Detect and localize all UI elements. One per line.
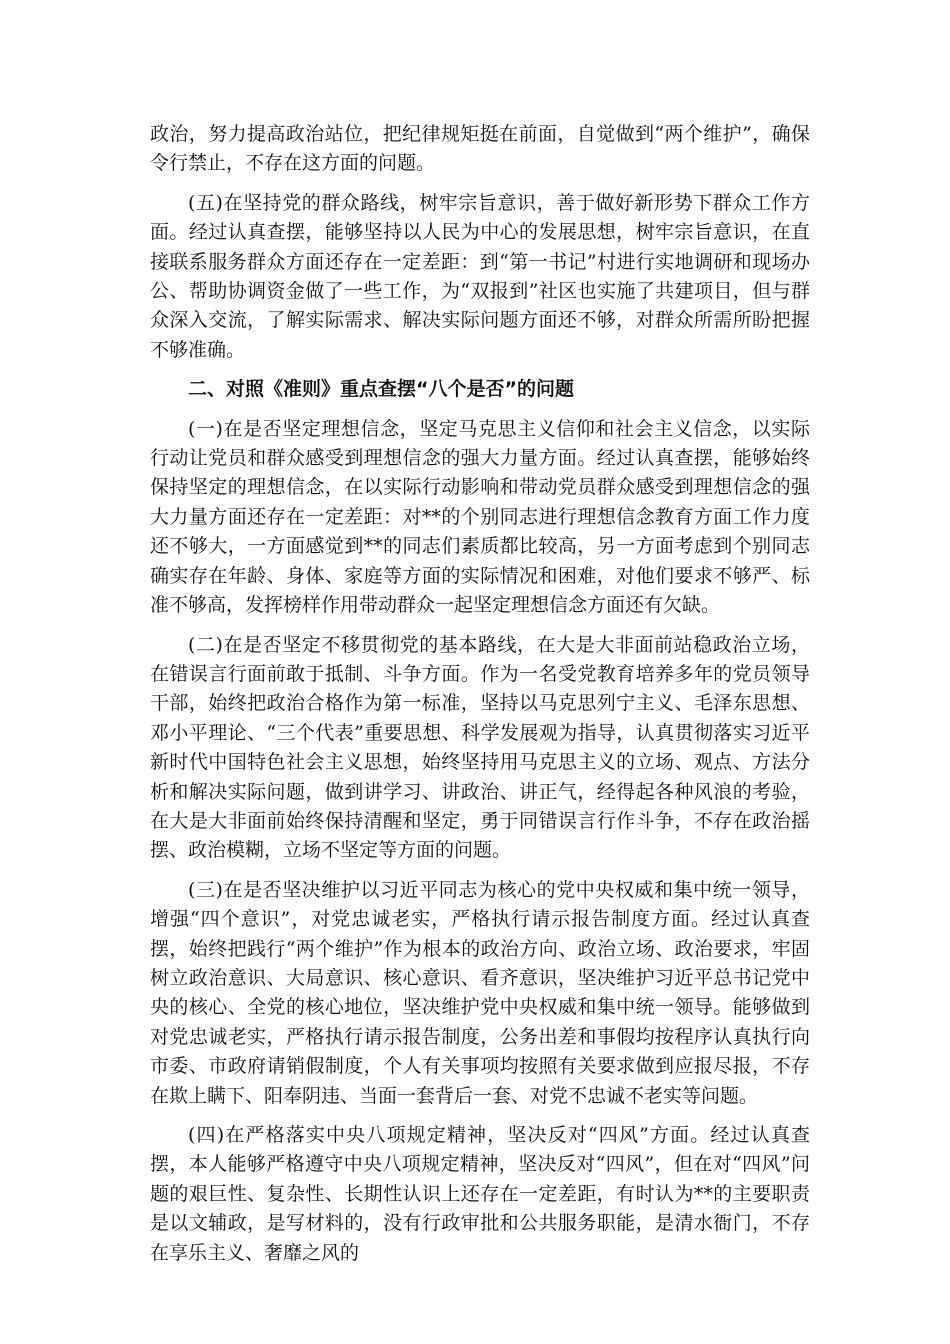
paragraph-item-4: (四)在严格落实中央八项规定精神，坚决反对“四风”方面。经过认真查摆，本人能够严格遵守中央八项规定精神，坚决反对“四风”，但在对“四风”问题的艰巨性、复杂性、长期性认识上还存在一定差距，有时认为**的主要职责是以文辅政，是写材料的，没有行政审批和公共服务职能，是清水衙门，不存在享乐主义、奢靡之风的 [150, 1124, 810, 1264]
paragraph-item-2: (二)在是否坚定不移贯彻党的基本路线，在大是大非面前站稳政治立场，在错误言行面前敢于抵制、斗争方面。作为一名受党教育培养多年的党员领导干部，始终把政治合格作为第一标准，坚持以马克思列宁主义、毛泽东思想、邓小平理论、“三个代表”重要思想、科学发展观为指导，认真贯彻落实习近平新时代中国特色社会主义思想，始终坚持用马克思主义的立场、观点、方法分析和解决实际问题，做到讲学习、讲政治、讲正气，经得起各种风浪的考验，在大是大非面前始终保持清醒和坚定，勇于同错误言行作斗争，不存在政治摇摆、政治模糊，立场不坚定等方面的问题。 [150, 633, 810, 862]
paragraph-item-1: (一)在是否坚定理想信念，坚定马克思主义信仰和社会主义信念，以实际行动让党员和群众感受到理想信念的强大力量方面。经过认真查摆，能够始终保持坚定的理想信念，在以实际行动影响和带动党员群众感受到理想信念的强大力量方面还存在一定差距：对**的个别同志进行理想信念教育方面工作力度还不够大，一方面感觉到**的同志们素质都比较高，另一方面考虑到个别同志确实存在年龄、身体、家庭等方面的实际情况和困难，对他们要求不够严、标准不够高，发挥榜样作用带动群众一起坚定理想信念方面还有欠缺。 [150, 417, 810, 617]
paragraph-continuation: 政治，努力提高政治站位，把纪律规矩挺在前面，自觉做到“两个维护”，确保令行禁止，不存在这方面的问题。 [150, 123, 810, 175]
paragraph-item-3: (三)在是否坚决维护以习近平同志为核心的党中央权威和集中统一领导，增强“四个意识”，对党忠诚老实，严格执行请示报告制度方面。经过认真查摆，始终把践行“两个维护”作为根本的政治方向、政治立场、政治要求，牢固树立政治意识、大局意识、核心意识、看齐意识，坚决维护习近平总书记党中央的核心、全党的核心地位，坚决维护党中央权威和集中统一领导。能够做到对党忠诚老实，严格执行请示报告制度，公务出差和事假均按程序认真执行向市委、市政府请销假制度，个人有关事项均按照有关要求做到应报尽报，不存在欺上瞒下、阳奉阴违、当面一套背后一套、对党不忠诚不老实等问题。 [150, 878, 810, 1107]
document-page [150, 120, 810, 1278]
section-heading-2: 二、对照《准则》重点查摆“八个是否”的问题 [188, 378, 574, 401]
paragraph-section-5: (五)在坚持党的群众路线，树牢宗旨意识，善于做好新形势下群众工作方面。经过认真查摆，能够坚持以人民为中心的发展思想，树牢宗旨意识，在直接联系服务群众方面还存在一定差距：到“第一书记”村进行实地调研和现场办公、帮助协调资金做了一些工作，为“双报到”社区也实施了共建项目，但与群众深入交流，了解实际需求、解决实际问题方面还不够，对群众所需所盼把握不够准确。 [150, 191, 810, 361]
